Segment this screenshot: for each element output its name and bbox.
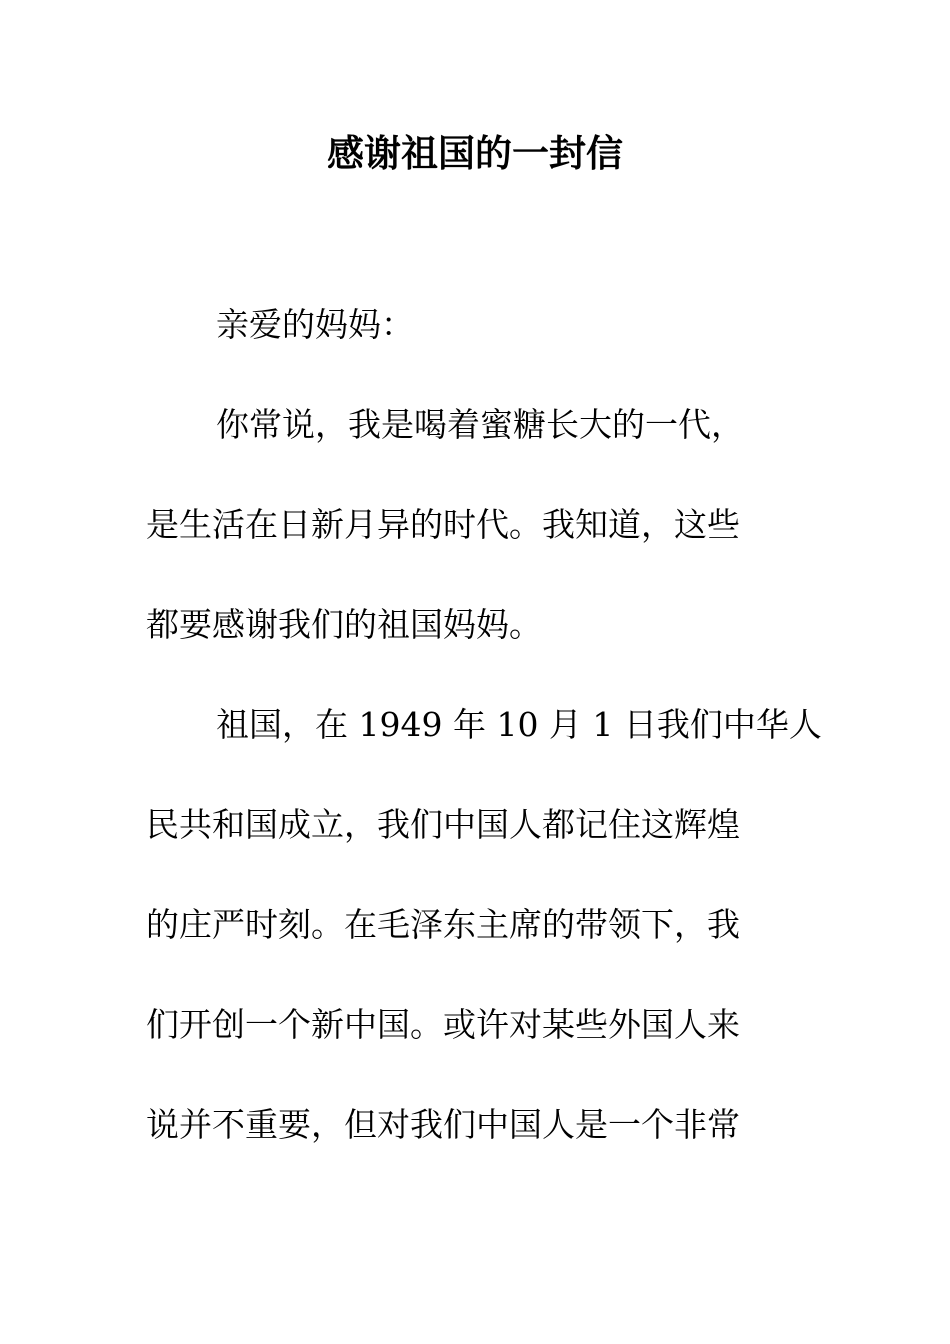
body-text-line: 都要感谢我们的祖国妈妈。 — [146, 605, 542, 644]
body-text-line: 祖国，在 1949 年 10 月 1 日我们中华人 — [216, 705, 822, 744]
body-text-line: 是生活在日新月异的时代。我知道，这些 — [146, 505, 740, 544]
body-text-line: 说并不重要，但对我们中国人是一个非常 — [146, 1105, 740, 1144]
body-text-line: 你常说，我是喝着蜜糖长大的一代， — [216, 405, 744, 444]
body-text-line: 的庄严时刻。在毛泽东主席的带领下，我 — [146, 905, 740, 944]
salutation-line: 亲爱的妈妈： — [216, 305, 414, 344]
body-text-line: 们开创一个新中国。或许对某些外国人来 — [146, 1005, 740, 1044]
document-title: 感谢祖国的一封信 — [327, 131, 623, 175]
body-text-line: 民共和国成立，我们中国人都记住这辉煌 — [146, 805, 740, 844]
